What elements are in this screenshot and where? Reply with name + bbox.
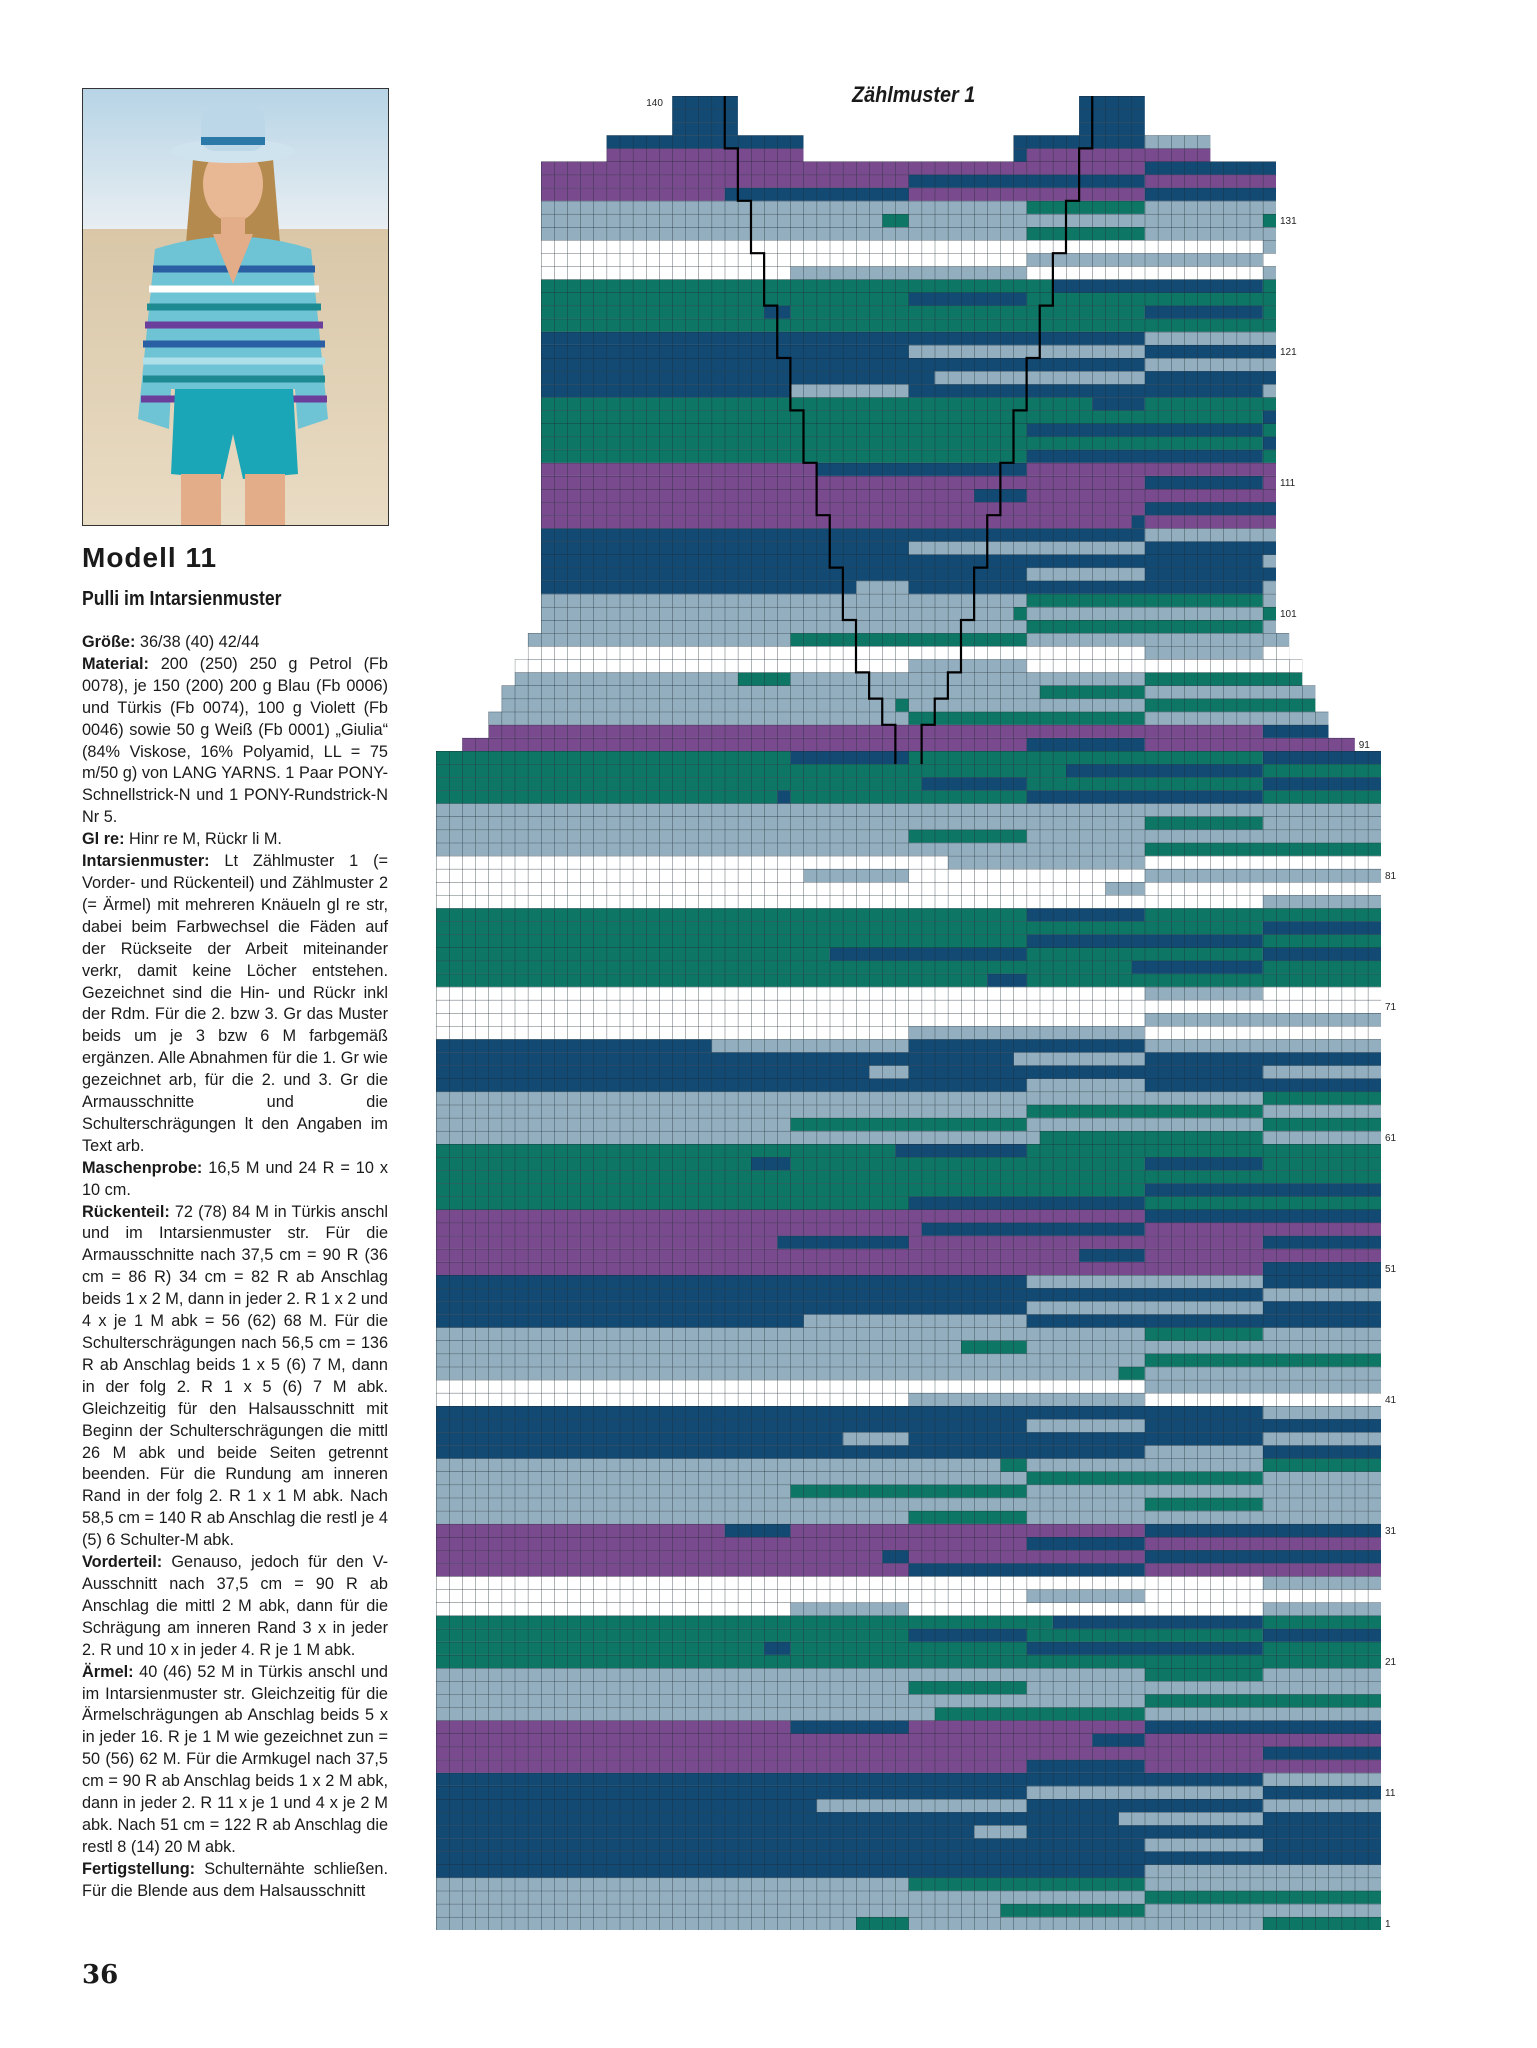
chart-grid-row <box>436 948 1381 961</box>
chart-grid-row <box>436 1327 1381 1340</box>
row-label: 71 <box>1385 1001 1397 1013</box>
chart-grid-row <box>436 1603 1381 1616</box>
chart-grid-row <box>436 1865 1381 1878</box>
chart-grid-row <box>436 1301 1381 1314</box>
chart-grid-row <box>436 1170 1381 1183</box>
chart-grid-row <box>436 1616 1381 1629</box>
chart-grid-row <box>672 109 738 122</box>
chart-grid-row <box>436 895 1381 908</box>
chart-grid-row <box>436 1747 1381 1760</box>
chart-grid-row <box>436 1917 1381 1930</box>
chart-grid-row <box>436 1838 1381 1851</box>
chart-grid-row <box>436 1773 1381 1786</box>
chart-grid-row <box>541 358 1276 371</box>
chart-grid-row <box>436 1105 1381 1118</box>
chart-grid-row <box>436 1707 1381 1720</box>
chart-grid-row <box>436 1419 1381 1432</box>
chart-grid-row <box>436 987 1381 1000</box>
chart-grid-row <box>436 1092 1381 1105</box>
chart-grid-row <box>436 856 1381 869</box>
chart-grid-row <box>541 594 1276 607</box>
chart-grid-row <box>436 1183 1381 1196</box>
chart-grid-row <box>436 1851 1381 1864</box>
chart-grid-row <box>541 175 1276 188</box>
chart-grid-row <box>436 1812 1381 1825</box>
chart-grid-row <box>436 1891 1381 1904</box>
chart-grid-row <box>1079 122 1145 135</box>
chart-grid-row <box>541 227 1276 240</box>
chart-grid-row <box>541 293 1276 306</box>
chart-grid-row <box>436 1262 1381 1275</box>
chart-grid-row <box>502 699 1316 712</box>
chart-grid-row <box>515 672 1303 685</box>
chart-grid-lines <box>436 96 1381 1930</box>
chart-grid-row <box>436 1576 1381 1589</box>
instruction-paragraph: Gl re: Hinr re M, Rückr li M. <box>82 830 282 849</box>
chart-grid-row <box>436 1498 1381 1511</box>
chart-grid-row <box>436 817 1381 830</box>
model-title: Modell 11 <box>82 542 218 573</box>
chart-grid-row <box>436 1249 1381 1262</box>
chart-title: Zählmuster 1 <box>852 82 976 107</box>
chart-grid-row <box>436 1760 1381 1773</box>
chart-grid-row <box>436 1039 1381 1052</box>
row-label: 41 <box>1385 1394 1397 1406</box>
chart-grid-row <box>436 790 1381 803</box>
row-label: 111 <box>1280 477 1296 489</box>
chart-grid-row <box>1014 148 1211 161</box>
chart-grid-row <box>436 921 1381 934</box>
chart-grid-row <box>607 135 804 148</box>
row-label: 140 <box>646 98 663 109</box>
chart-grid-row <box>541 476 1276 489</box>
chart-grid-row <box>541 410 1276 423</box>
chart-grid-row <box>541 371 1276 384</box>
chart-grid-row <box>436 1000 1381 1013</box>
chart-grid-row <box>436 1445 1381 1458</box>
chart-grid-row <box>436 1393 1381 1406</box>
chart-grid-row <box>436 1642 1381 1655</box>
chart-grid-row <box>436 830 1381 843</box>
chart-grid-row <box>541 162 1276 175</box>
chart-grid-row <box>436 1524 1381 1537</box>
chart-grid-row <box>541 541 1276 554</box>
chart-grid-row <box>541 306 1276 319</box>
chart-grid-row <box>436 1799 1381 1812</box>
instruction-paragraph: Ärmel: 40 (46) 52 M in Türkis anschl und im Intarsienmuster str. Gleichzeitig für die Ärmelschrägungen ab Anschlag beids 5 x in jeder 16. R je 1 M wie gezeichnet zun = 50 (56) 62 M. Für die Armkugel nach 37,5 cm = 90 R ab Anschlag beids 1 x 2 M abk, dann in jeder 2. R 11 x je 1 und 4 x je 2 M abk. Nach 51 cm = 122 R ab Anschlag die restl 8 (14) 20 M abk. <box>82 1662 388 1856</box>
chart-grid-row <box>541 463 1276 476</box>
instruction-paragraph: Intarsienmuster: Lt Zählmuster 1 (= Vorder- und Rückenteil) und Zählmuster 2 (= Ärmel) mit mehreren Knäueln gl re str, dabei beim Farbwechsel die Fäden auf der Rückseite der Arbeit miteinander verkr, damit keine Löcher entstehen. Gezeichnet sind die Hin- und Rückr inkl der Rdm. Für die 2. bzw 3. Gr das Muster beids um je 3 bzw 6 M farbgemäß ergänzen. Alle Abnahmen für die 1. Gr wie gezeichnet arb, für die 2. und 3. Gr die Armausschnitte und die Schulterschrägungen lt den Angaben im Text arb. <box>82 852 388 1155</box>
chart-grid-row <box>436 1694 1381 1707</box>
chart-grid-row <box>541 450 1276 463</box>
chart-grid-row <box>541 620 1276 633</box>
chart-grid-row <box>436 1432 1381 1445</box>
instruction-paragraph: Material: 200 (250) 250 g Petrol (Fb 0078), je 150 (200) 200 g Blau (Fb 0006) und Türkis (Fb 0074), 100 g Violett (Fb 0046) sowie 50 g Weiß (Fb 0001) „Giulia“ (84% Viskose, 16% Polyamid, LL = 75 m/50 g) von LANG YARNS. 1 Paar PONY-Schnellstrick-N und 1 PONY-Rundstrick-N Nr 5. <box>82 654 388 827</box>
chart-grid-row <box>541 489 1276 502</box>
chart-grid-row <box>541 384 1276 397</box>
chart-grid-row <box>436 1537 1381 1550</box>
chart-grid-row <box>436 1668 1381 1681</box>
chart-grid-row <box>436 1550 1381 1563</box>
chart-grid-row <box>436 1223 1381 1236</box>
chart-grid-row <box>436 1275 1381 1288</box>
row-label: 31 <box>1385 1525 1397 1537</box>
chart-grid-row <box>436 1314 1381 1327</box>
chart-grid-row <box>607 148 804 161</box>
chart-grid-row <box>541 240 1276 253</box>
page-number: 36 <box>82 1960 119 1990</box>
chart-grid-row <box>436 1118 1381 1131</box>
chart-grid-row <box>1014 135 1211 148</box>
instruction-paragraph: Rückenteil: 72 (78) 84 M in Türkis anschl und im Intarsienmuster str. Für die Armausschnitte nach 37,5 cm = 90 R (36 cm = 86 R) 34 cm = 82 R ab Anschlag beids 1 x 2 M, dann in jeder 2. R 1 x 2 und 4 x je 1 M abk = 56 (62) 68 M. Für die Schulterschrägungen nach 56,5 cm = 136 R ab Anschlag beids 1 x 5 (6) 7 M, dann in der folg 2. R 1 x 5 (6) 7 M abk. Gleichzeitig für den Halsausschnitt mit Beginn der Schulterschrägungen die mittl 26 M abk und beide Seiten getrennt beenden. Für die Rundung am inneren Rand in der folg 2. R 1 x 1 M abk. Nach 58,5 cm = 140 R ab Anschlag die restl je 4 (5) 6 Schulter-M abk. <box>82 1202 388 1550</box>
chart-grid-row <box>436 1458 1381 1471</box>
chart-grid-row <box>672 122 738 135</box>
chart-grid-row <box>436 1681 1381 1694</box>
chart-grid-row <box>436 1079 1381 1092</box>
chart-grid-row <box>541 568 1276 581</box>
chart-grid-row <box>436 882 1381 895</box>
chart-grid-row <box>436 1210 1381 1223</box>
chart-grid-row <box>436 1655 1381 1668</box>
row-label: 61 <box>1385 1132 1397 1144</box>
chart-grid-row <box>436 974 1381 987</box>
chart-grid-row <box>436 1144 1381 1157</box>
chart-grid-row <box>528 633 1289 646</box>
chart-grid-row <box>436 1367 1381 1380</box>
chart-grid-row <box>436 1563 1381 1576</box>
chart-grid-row <box>541 201 1276 214</box>
chart-grid-row <box>541 214 1276 227</box>
chart-grid-row <box>436 1825 1381 1838</box>
chart-grid-row <box>436 764 1381 777</box>
chart-grid-row <box>436 1065 1381 1078</box>
row-label: 81 <box>1385 870 1397 882</box>
chart-grid-row <box>672 96 738 109</box>
chart-grid-row <box>528 646 1289 659</box>
row-label: 51 <box>1385 1263 1397 1275</box>
row-label: 11 <box>1385 1787 1396 1799</box>
chart-grid-row <box>436 1786 1381 1799</box>
chart-grid-row <box>541 515 1276 528</box>
chart-grid-row <box>436 1485 1381 1498</box>
chart-grid-row <box>436 803 1381 816</box>
chart-grid-row <box>436 1341 1381 1354</box>
chart-grid-row <box>436 1026 1381 1039</box>
chart-grid-row <box>541 345 1276 358</box>
chart-grid-row <box>541 266 1276 279</box>
chart-grid-row <box>541 424 1276 437</box>
row-label: 121 <box>1280 346 1297 358</box>
chart-grid-row <box>436 1629 1381 1642</box>
chart-grid-row <box>436 1157 1381 1170</box>
chart-grid-row <box>436 908 1381 921</box>
chart-grid-row <box>436 1472 1381 1485</box>
chart-grid-row <box>515 659 1303 672</box>
chart-grid-row <box>541 581 1276 594</box>
chart-grid-row <box>436 1720 1381 1733</box>
chart-grid-row <box>541 555 1276 568</box>
chart-grid-row <box>1079 109 1145 122</box>
chart-grid-row <box>436 934 1381 947</box>
chart-grid-row <box>436 1013 1381 1026</box>
instruction-paragraph: Größe: 36/38 (40) 42/44 <box>82 633 260 651</box>
chart-grid-row <box>436 1878 1381 1891</box>
chart-grid-row <box>489 725 1329 738</box>
row-label: 101 <box>1280 608 1297 620</box>
chart-grid-row <box>436 1511 1381 1524</box>
chart-grid-row <box>436 869 1381 882</box>
chart-grid-row <box>489 712 1329 725</box>
row-label: 21 <box>1385 1656 1397 1668</box>
row-label: 131 <box>1280 215 1297 227</box>
chart-grid-row <box>436 1052 1381 1065</box>
chart-grid-row <box>541 319 1276 332</box>
chart-grid-row <box>436 1131 1381 1144</box>
chart-grid-row <box>541 397 1276 410</box>
model-subtitle: Pulli im Intarsienmuster <box>82 588 282 610</box>
chart-grid-row <box>436 777 1381 790</box>
chart-grid-row <box>436 751 1381 764</box>
chart-grid-row <box>436 1288 1381 1301</box>
instruction-paragraph: Maschenprobe: 16,5 M und 24 R = 10 x 10 cm. <box>82 1158 388 1199</box>
chart-grid-row <box>1079 96 1145 109</box>
chart-grid-row <box>502 686 1316 699</box>
chart-grid-row <box>541 253 1276 266</box>
chart-grid-row <box>436 1734 1381 1747</box>
chart-grid-row <box>436 1589 1381 1602</box>
chart-grid-row <box>436 961 1381 974</box>
chart-grid-row <box>541 607 1276 620</box>
chart-grid-row <box>541 437 1276 450</box>
chart-grid-row <box>436 1380 1381 1393</box>
chart-grid-row <box>436 843 1381 856</box>
instruction-paragraph: Vorderteil: Genauso, jedoch für den V-Ausschnitt nach 37,5 cm = 90 R ab Anschlag die mittl 2 M abk, dann für die Schrägung am inneren Rand 3 x in jeder 2. R und 10 x in jeder 4. R je 1 M abk. <box>82 1553 388 1659</box>
chart-grid-row <box>541 279 1276 292</box>
row-label: 1 <box>1385 1918 1391 1930</box>
chart-grid-row <box>436 1354 1381 1367</box>
chart-grid-row <box>436 1904 1381 1917</box>
instruction-paragraph: Fertigstellung: Schulternähte schließen. Für die Blende aus dem Halsausschnitt <box>82 1859 388 1900</box>
chart-grid-row <box>541 188 1276 201</box>
row-label: 91 <box>1358 739 1370 751</box>
chart-grid-row <box>541 332 1276 345</box>
chart-grid-row <box>436 1196 1381 1209</box>
chart-grid-row <box>462 738 1355 751</box>
chart-grid-row <box>541 502 1276 515</box>
chart-grid-row <box>541 528 1276 541</box>
chart-grid-row <box>436 1406 1381 1419</box>
chart-grid-row <box>436 1236 1381 1249</box>
